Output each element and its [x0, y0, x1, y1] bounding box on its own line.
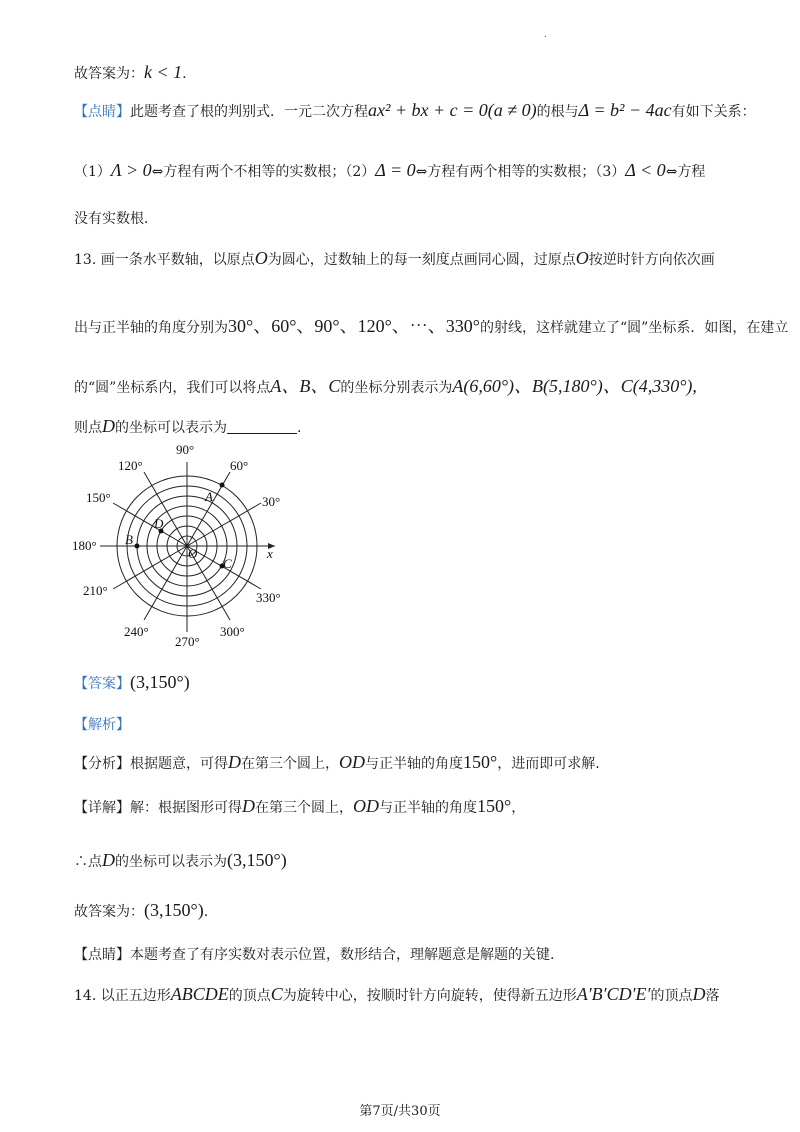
label-270: 270°	[175, 634, 200, 649]
text: 的顶点	[650, 988, 693, 1004]
dianjing-line-1	[74, 100, 756, 121]
label-60: 60°	[230, 458, 249, 473]
text: 根据题意，可得	[130, 756, 228, 772]
header-mark: .	[544, 30, 547, 39]
xiangjie-line	[74, 796, 525, 817]
text: 13. 画一条水平数轴，以原点	[74, 252, 255, 268]
dianjing-line-3: 没有实数根．	[74, 211, 158, 227]
text: 为圆心，过数轴上的每一刻度点画同心圆，过原点	[267, 252, 576, 268]
text: 本题考查了有序实数对表示位置，数形结合，理解题意是解题的关键.	[130, 947, 555, 963]
q13-line-4	[74, 416, 301, 437]
text: 的坐标可以表示为	[115, 854, 227, 870]
label-O: O	[188, 546, 198, 561]
math-angles: 30°、60°、90°、120°、⋯、330°	[228, 316, 480, 336]
text: 此题考查了根的判别式．一元二次方程	[130, 104, 368, 120]
therefore-line	[74, 850, 287, 871]
analysis-tag: 【解析】	[74, 717, 130, 733]
dianjing-line-final	[74, 944, 554, 964]
label-180: 180°	[72, 538, 97, 553]
text: 为旋转中心，按顺时针方向旋转，使得新五边形	[282, 988, 577, 1004]
text: 与正半轴的角度	[365, 756, 463, 772]
math-OD: OD	[339, 752, 365, 772]
math-C: C	[270, 984, 283, 1004]
label-120: 120°	[118, 458, 143, 473]
dianjing-line-2	[74, 160, 705, 181]
math-D: D	[228, 752, 241, 772]
period: .	[182, 66, 187, 82]
label-C: C	[223, 556, 232, 571]
text: 的射线，这样就建立了“圆”坐标系．如图，在建立	[480, 320, 789, 336]
dianjing-tag: 【点睛】	[74, 947, 130, 963]
math-discriminant: Δ = b² − 4ac	[578, 100, 672, 120]
text: 按逆时针方向依次画	[588, 252, 715, 268]
math-D: D	[242, 796, 255, 816]
label-210: 210°	[83, 583, 108, 598]
xiangjie-tag: 【详解】	[74, 800, 130, 816]
math-coordinates: A(6,60°)、B(5,180°)、C(4,330°),	[452, 376, 697, 396]
math-points: A、B、C	[270, 376, 341, 396]
q13-line-3	[74, 372, 697, 398]
math-OD: OD	[353, 796, 379, 816]
math-O: O	[254, 248, 268, 268]
answer-line	[74, 672, 190, 693]
math-angle: 150°	[477, 796, 512, 816]
math-value: (3,150°)	[144, 900, 204, 920]
dianjing-tag: 【点睛】	[74, 104, 130, 120]
text: 解：根据图形可得	[130, 800, 242, 816]
math: Δ = 0	[375, 160, 416, 180]
text: 的坐标可以表示为	[115, 420, 227, 436]
math-angle: 150°	[463, 752, 498, 772]
point-A	[220, 483, 225, 488]
math-pentagon-rotated: A′B′CD′E′	[576, 984, 651, 1004]
text: （1）	[74, 164, 111, 180]
label-A: A	[205, 489, 213, 504]
label-90: 90°	[176, 442, 195, 457]
answer-label: 故答案为：	[74, 66, 144, 82]
label-x: x	[267, 546, 273, 561]
fenxi-line	[74, 752, 600, 773]
math-value: (3,150°)	[227, 850, 287, 870]
text: 故答案为：	[74, 904, 144, 920]
label-30: 30°	[262, 494, 281, 509]
q13-line-2	[74, 312, 788, 338]
label-B: B	[125, 532, 133, 547]
period: .	[297, 420, 302, 436]
answer-value: (3,150°)	[130, 672, 190, 692]
fenxi-tag: 【分析】	[74, 756, 130, 772]
text: 出与正半轴的角度分别为	[74, 320, 228, 336]
page-footer: 第7页/共30页	[359, 1104, 441, 1119]
math-quadratic: ax² + bx + c = 0(a ≠ 0)	[368, 100, 537, 120]
math-D: D	[102, 416, 115, 436]
q13-line-1	[74, 248, 715, 269]
math-pentagon: ABCDE	[170, 984, 229, 1004]
label-300: 300°	[220, 624, 245, 639]
answer-line-k	[74, 62, 187, 83]
math: Δ < 0	[625, 160, 666, 180]
answer-blank	[227, 419, 297, 434]
label-330: 330°	[256, 590, 281, 605]
text: 14. 以正五边形	[74, 988, 171, 1004]
label-D: D	[154, 516, 164, 531]
text: 落	[705, 988, 720, 1004]
text: ，进而即可求解.	[497, 756, 600, 772]
circle-coordinate-figure	[70, 440, 300, 655]
text: ，	[511, 800, 526, 816]
text: 的顶点	[228, 988, 271, 1004]
text: 的坐标分别表示为	[340, 380, 453, 396]
text: 的根与	[536, 104, 579, 120]
final-answer-line	[74, 900, 208, 921]
point-B	[135, 544, 140, 549]
answer-tag: 【答案】	[74, 676, 130, 692]
text: ∴点	[74, 854, 102, 870]
math: Λ > 0	[110, 160, 152, 180]
text: ⇔方程有两个不相等的实数根；（2）	[151, 164, 376, 180]
period: .	[203, 904, 209, 920]
math-D: D	[692, 984, 706, 1004]
text: 则点	[74, 420, 102, 436]
text: 与正半轴的角度	[379, 800, 477, 816]
text: 有如下关系：	[671, 104, 756, 120]
analysis-tag-line	[74, 714, 130, 734]
math-k-lt-1: k < 1	[144, 62, 183, 82]
label-150: 150°	[86, 490, 111, 505]
text: ⇔方程	[665, 164, 706, 180]
text: 在第三个圆上，	[241, 756, 339, 772]
math-O: O	[575, 248, 589, 268]
text: 在第三个圆上，	[255, 800, 353, 816]
text: ⇔方程有两个相等的实数根；（3）	[415, 164, 626, 180]
q14-line	[74, 984, 719, 1005]
text: 的“圆”坐标系内，我们可以将点	[74, 380, 271, 396]
math-D: D	[102, 850, 115, 870]
label-240: 240°	[124, 624, 149, 639]
